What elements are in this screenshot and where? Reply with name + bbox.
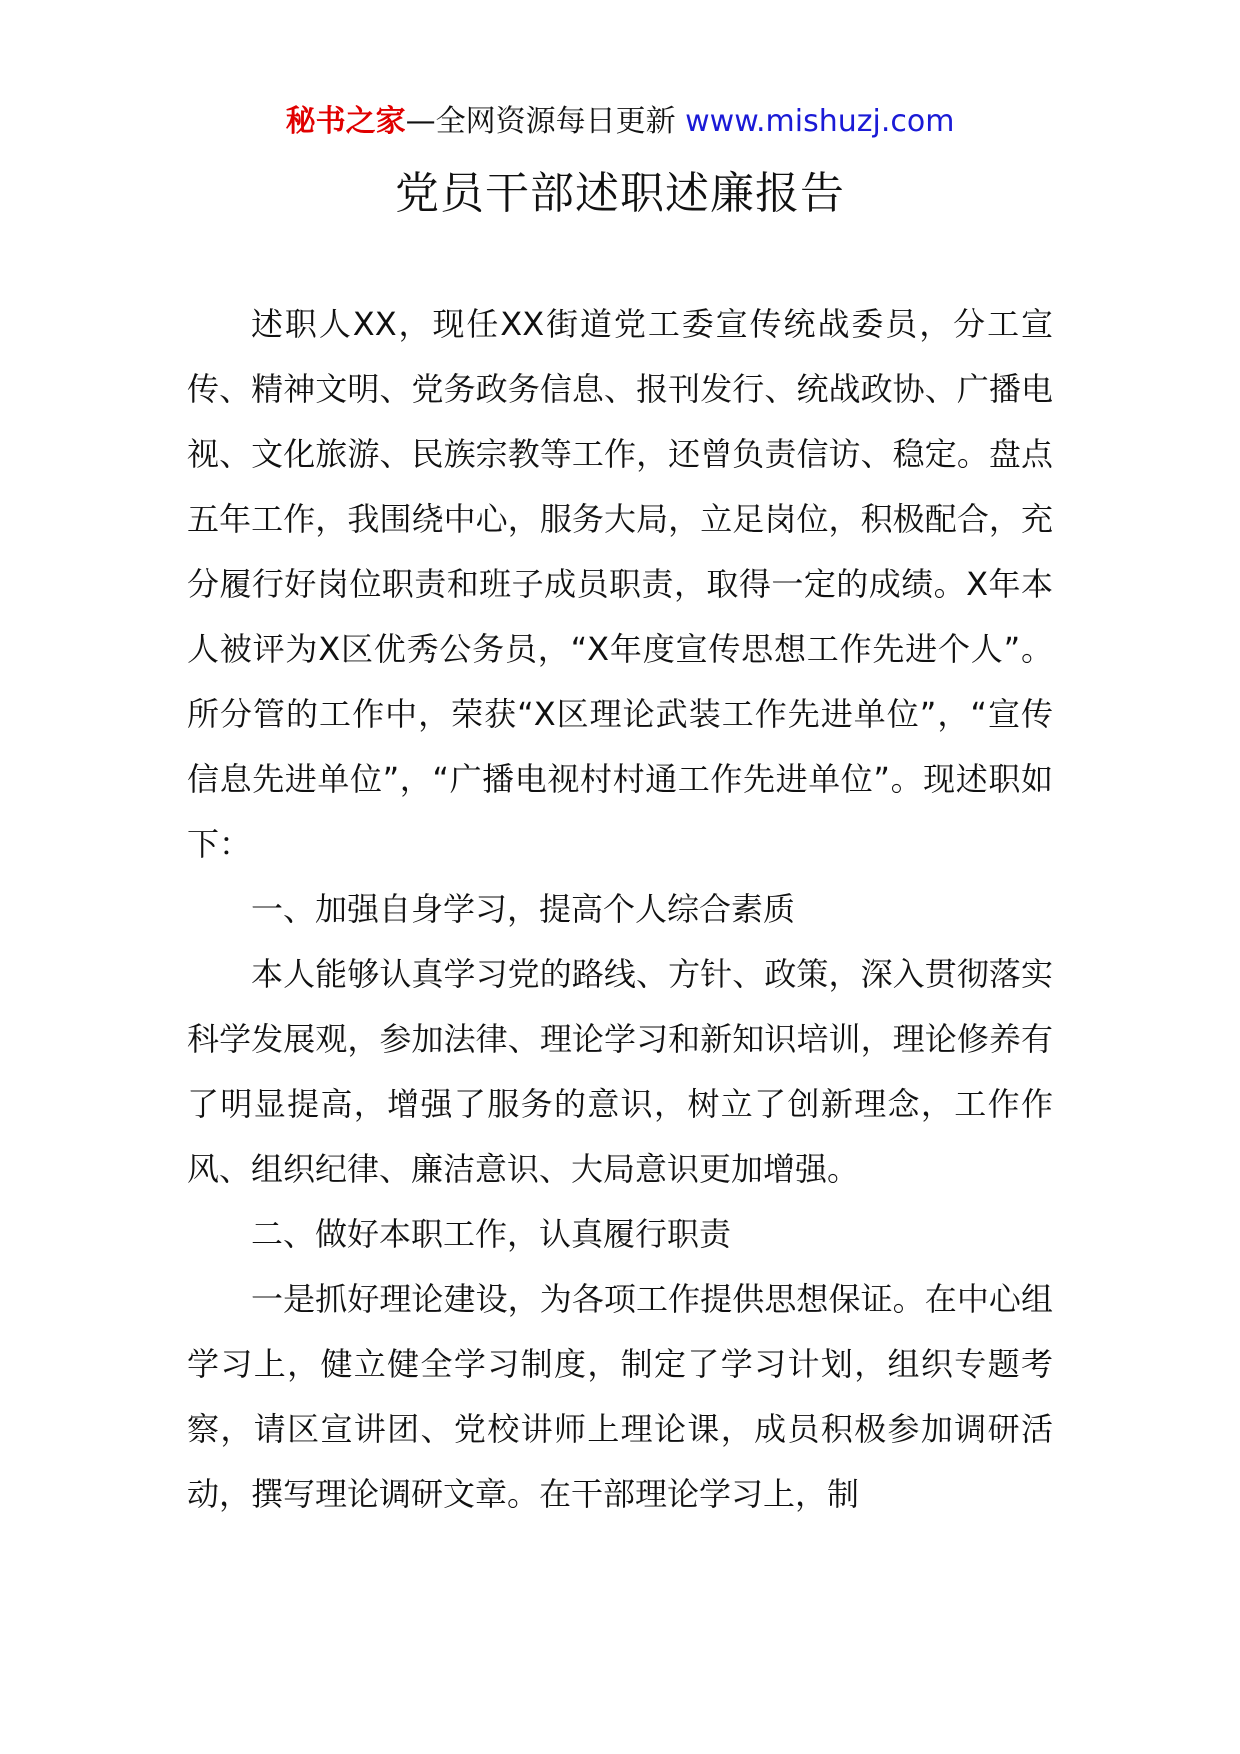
section-heading-2: 二、做好本职工作，认真履行职责	[251, 1215, 732, 1253]
section-heading-1: 一、加强自身学习，提高个人综合素质	[251, 890, 796, 928]
document-title: 党员干部述职述廉报告	[395, 168, 845, 219]
paragraph-study: 本人能够认真学习党的路线、方针、政策，深入贯彻落实科学发展观，参加法律、理论学习和新知识培训，理论修养有了明显提高，增强了服务的意识，树立了创新理念，工作作风、组织纪律、廉洁意识、大局意识更加增强。	[187, 955, 1053, 1188]
site-url-link[interactable]: www.mishuzj.com	[685, 104, 955, 139]
paragraph-intro: 述职人XX，现任XX街道党工委宣传统战委员，分工宣传、精神文明、党务政务信息、报刊发行、统战政协、广播电视、文化旅游、民族宗教等工作，还曾负责信访、稳定。盘点五年工作，我围绕中心，服务大局，立足岗位，积极配合，充分履行好岗位职责和班子成员职责，取得一定的成绩。X年本人被评为X区优秀公务员，“X年度宣传思想工作先进个人”。所分管的工作中，荣获“X区理论武装工作先进单位”，“宣传信息先进单位”，“广播电视村村通工作先进单位”。现述职如下：	[187, 305, 1053, 863]
brand-name: 秘书之家	[285, 104, 406, 139]
header-tagline: —全网资源每日更新	[405, 104, 676, 139]
site-header	[0, 100, 1240, 144]
paragraph-theory: 一是抓好理论建设，为各项工作提供思想保证。在中心组学习上，健立健全学习制度，制定了学习计划，组织专题考察，请区宣讲团、党校讲师上理论课，成员积极参加调研活动，撰写理论调研文章。在干部理论学习上，制	[187, 1280, 1053, 1513]
document-body	[187, 292, 1053, 1527]
